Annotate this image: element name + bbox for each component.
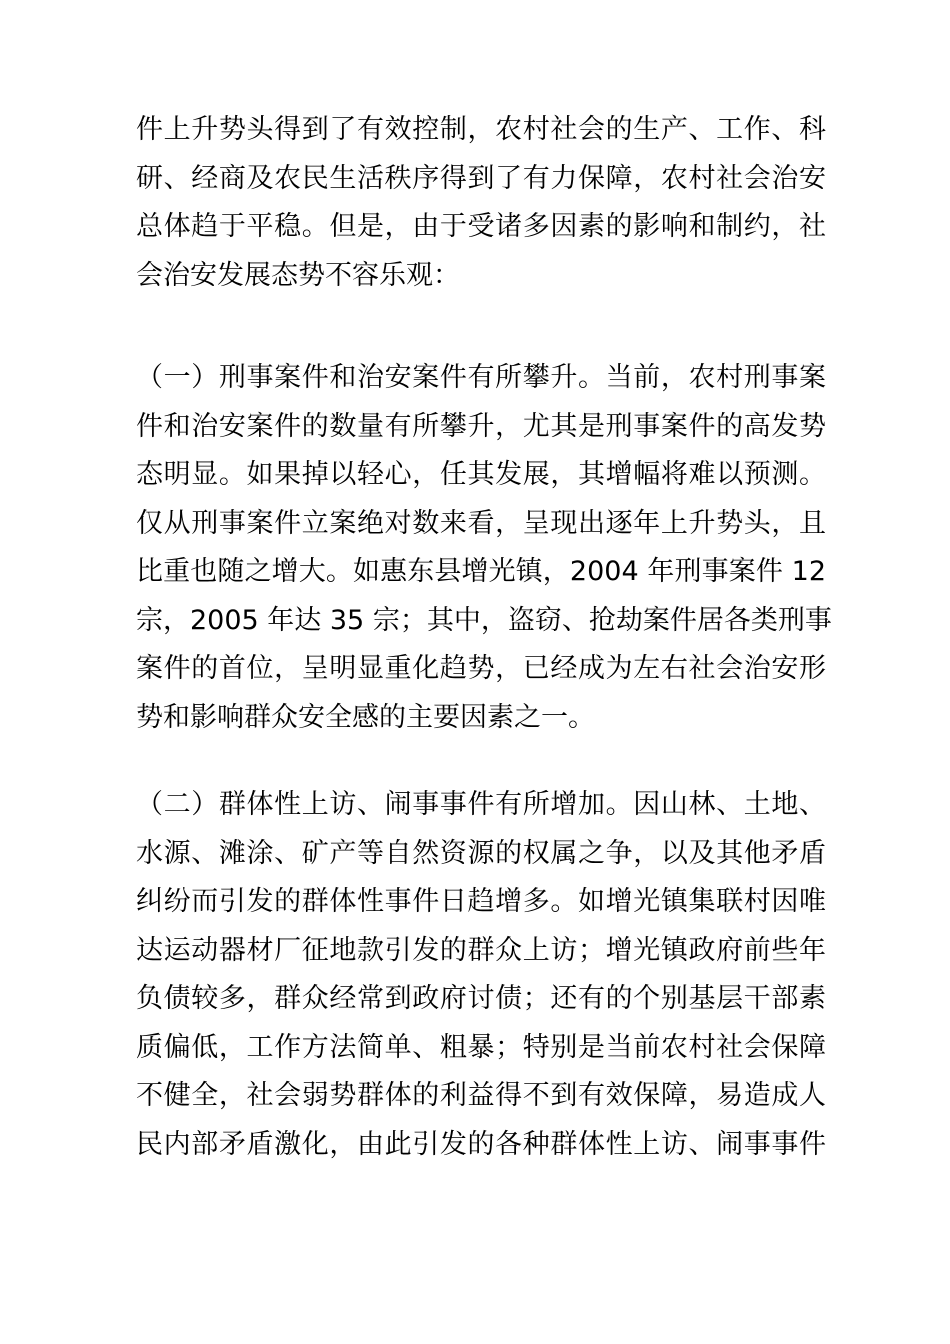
paragraph-criminal-cases: [136, 354, 832, 742]
text-line: 势和影响群众安全感的主要因素之一。: [136, 701, 595, 733]
text-line: 水源、滩涂、矿产等自然资源的权属之争，以及其他矛盾: [136, 837, 826, 869]
text-line: 研、经商及农民生活秩序得到了有力保障，农村社会治安: [136, 162, 826, 194]
text-line: 会治安发展态势不容乐观：: [136, 259, 460, 291]
text-line: 民内部矛盾激化，由此引发的各种群体性上访、闹事事件: [136, 1128, 826, 1160]
paragraph-continuation: [136, 106, 826, 300]
text-line: （一）刑事案件和治安案件有所攀升。当前，农村刑事案: [136, 362, 826, 393]
text-line: 件上升势头得到了有效控制，农村社会的生产、工作、科: [136, 114, 826, 145]
text-line: 件和治安案件的数量有所攀升，尤其是刑事案件的高发势: [136, 410, 826, 442]
text-line: 负债较多，群众经常到政府讨债；还有的个别基层干部素: [136, 983, 826, 1014]
text-line: 总体趋于平稳。但是，由于受诸多因素的影响和制约，社: [136, 211, 826, 242]
text-line: 态明显。如果掉以轻心，任其发展，其增幅将难以预测。: [136, 459, 826, 490]
text-line: 达运动器材厂征地款引发的群众上访；增光镇政府前些年: [136, 934, 826, 966]
text-line: 比重也随之增大。如惠东县增光镇，2004 年刑事案件 12: [136, 556, 826, 587]
text-line: 案件的首位，呈明显重化趋势，已经成为左右社会治安形: [136, 653, 826, 684]
text-line: （二）群体性上访、闹事事件有所增加。因山林、土地、: [136, 789, 826, 820]
text-line: 宗，2005 年达 35 宗；其中，盗窃、抢劫案件居各类刑事: [136, 604, 832, 636]
text-line: 纠纷而引发的群体性事件日趋增多。如增光镇集联村因唯: [136, 886, 826, 917]
text-line: 仅从刑事案件立案绝对数来看，呈现出逐年上升势头，且: [136, 507, 826, 539]
text-line: 不健全，社会弱势群体的利益得不到有效保障，易造成人: [136, 1080, 826, 1111]
text-line: 质偏低，工作方法简单、粗暴；特别是当前农村社会保障: [136, 1031, 826, 1063]
paragraph-group-petitions: [136, 781, 826, 1169]
